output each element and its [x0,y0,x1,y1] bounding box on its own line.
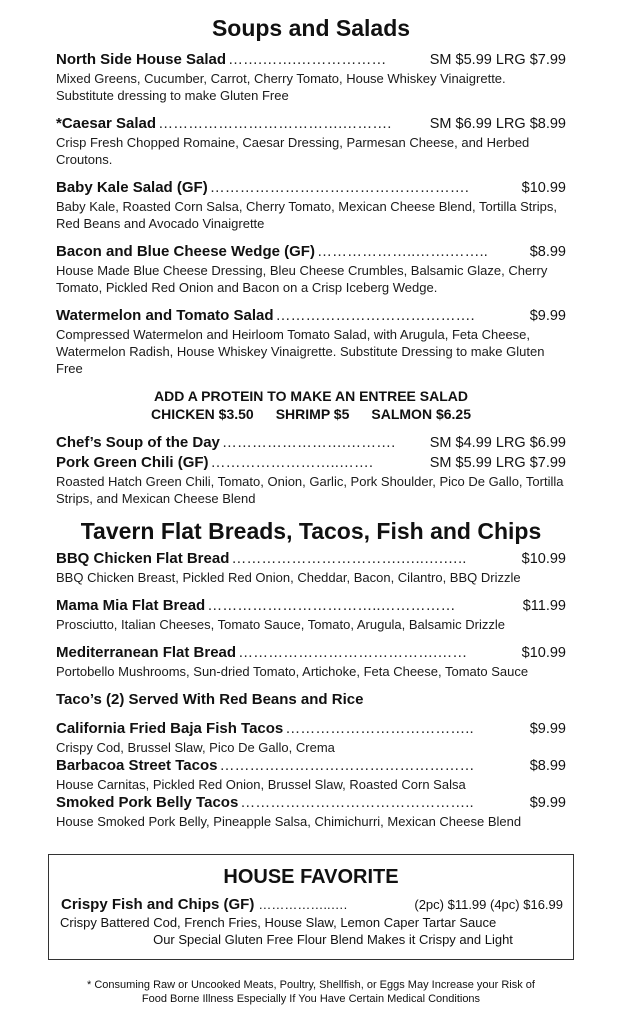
menu-item [56,596,566,633]
item-description: Crispy Battered Cod, French Fries, House Slaw, Lemon Caper Tartar Sauce [60,915,497,930]
item-name: Mediterranean Flat Bread [56,644,237,661]
leader-dots: ……………………………….………. [158,115,392,132]
menu-item [56,549,566,586]
item-price: SM $6.99 LRG $8.99 [429,116,566,132]
menu-item [56,114,566,168]
item-price: SM $5.99 LRG $7.99 [429,52,566,68]
gluten-free-note: Our Special Gluten Free Flour Blend Makes it Crispy and Light [153,932,513,947]
item-price: $10.99 [521,645,566,661]
item-description: Prosciutto, Italian Cheeses, Tomato Sauce, Tomato, Arugula, Balsamic Drizzle [56,617,505,632]
menu-item [56,643,566,680]
leader-dots: …….…….……………… [228,51,387,68]
leader-dots: …………………………………. [275,307,475,324]
item-description: Crisp Fresh Chopped Romaine, Caesar Dressing, Parmesan Cheese, and Herbed Croutons. [56,135,530,167]
item-price: SM $5.99 LRG $7.99 [429,455,566,471]
menu-item [56,306,566,377]
leader-dots: …………………………………………… [219,757,475,774]
leader-dots: …………………………….…..….….. [231,550,467,567]
leader-dots: ………………..…….…….. [316,243,488,260]
leader-dots: ………………………………….…… [238,644,468,661]
house-favorite-box [48,854,574,960]
item-price: $8.99 [529,244,566,260]
item-price: $9.99 [529,721,566,737]
advisory-line: * Consuming Raw or Uncooked Meats, Poultry, Shellfish, or Eggs May Increase your Risk of [87,979,535,991]
item-price: $8.99 [529,758,566,774]
item-name: Baby Kale Salad (GF) [56,179,208,196]
item-name: Pork Green Chili (GF) [56,454,209,471]
item-name: BBQ Chicken Flat Bread [56,550,230,567]
protein-option: CHICKEN $3.50 [151,406,254,422]
item-name: North Side House Salad [56,51,227,68]
menu-item [56,756,566,793]
item-description: Mixed Greens, Cucumber, Carrot, Cherry Tomato, House Whiskey Vinaigrette. Substitute dressing to make Gluten Free [56,71,506,103]
menu-item [56,50,566,104]
item-description: Roasted Hatch Green Chili, Tomato, Onion, Garlic, Pork Shoulder, Pico De Gallo, Tortilla Strips, and Mexican Cheese Blend [56,474,564,506]
menu-item [56,178,566,232]
tavern-title: Tavern Flat Breads, Tacos, Fish and Chips [80,518,542,544]
item-description: Crispy Cod, Brussel Slaw, Pico De Gallo, Crema [56,740,335,755]
protein-promo-heading: ADD A PROTEIN TO MAKE AN ENTREE SALAD [154,388,468,404]
item-price: $10.99 [521,180,566,196]
tacos-heading: Taco’s (2) Served With Red Beans and Rice [56,691,364,708]
item-name: Mama Mia Flat Bread [56,597,206,614]
menu-item [56,793,566,830]
menu-item [56,242,566,296]
leader-dots: ……………………………..…………… [207,597,456,614]
protein-options [0,405,622,423]
menu-item [56,453,566,507]
menu-item [56,719,566,756]
item-name: Crispy Fish and Chips (GF) [61,896,255,913]
house-favorite-title: HOUSE FAVORITE [223,866,399,888]
item-description: Baby Kale, Roasted Corn Salsa, Cherry Tomato, Mexican Cheese Blend, Tortilla Strips, Red Beans and Avocado Vinaigrette [56,199,557,231]
leader-dots: …………………….………. [221,434,396,451]
item-description: BBQ Chicken Breast, Pickled Red Onion, Cheddar, Bacon, Cilantro, BBQ Drizzle [56,570,521,585]
item-price: SM $4.99 LRG $6.99 [429,435,566,451]
leader-dots: ……………..…. [258,897,348,912]
leader-dots: ……………………………….. [285,720,474,737]
item-name: Watermelon and Tomato Salad [56,307,274,324]
item-name: *Caesar Salad [56,115,157,132]
item-name: Smoked Pork Belly Tacos [56,794,239,811]
item-price: $11.99 [522,598,566,614]
item-description: House Made Blue Cheese Dressing, Bleu Cheese Crumbles, Balsamic Glaze, Cherry Tomato, Pickled Red Onion and Bacon on a Crisp Iceberg Wedge. [56,263,548,295]
advisory-line: Food Borne Illness Especially If You Have Certain Medical Conditions [141,993,481,1005]
soups-salads-title: Soups and Salads [211,15,411,41]
item-price: $10.99 [521,551,566,567]
item-name: Bacon and Blue Cheese Wedge (GF) [56,243,315,260]
protein-option: SALMON $6.25 [371,406,471,422]
protein-option: SHRIMP $5 [275,406,350,422]
consumer-advisory [40,978,582,1006]
leader-dots: ……………………………………….. [240,794,474,811]
leader-dots: ……………………………………………. [209,179,469,196]
item-price: $9.99 [529,308,566,324]
item-name: Chef’s Soup of the Day [56,434,220,451]
menu-item [56,433,566,453]
item-price: (2pc) $11.99 (4pc) $16.99 [414,897,563,912]
leader-dots: ……………………..……. [210,454,374,471]
item-name: Barbacoa Street Tacos [56,757,218,774]
item-description: House Carnitas, Pickled Red Onion, Brussel Slaw, Roasted Corn Salsa [56,777,466,792]
item-name: California Fried Baja Fish Tacos [56,720,284,737]
item-description: Compressed Watermelon and Heirloom Tomato Salad, with Arugula, Feta Cheese, Watermelon Radish, House Whiskey Vinaigrette. Substitute Dressing to make Gluten Free [56,327,545,376]
item-description: House Smoked Pork Belly, Pineapple Salsa, Chimichurri, Mexican Cheese Blend [56,814,522,829]
item-description: Portobello Mushrooms, Sun-dried Tomato, Artichoke, Feta Cheese, Tomato Sauce [56,664,529,679]
item-price: $9.99 [529,795,566,811]
